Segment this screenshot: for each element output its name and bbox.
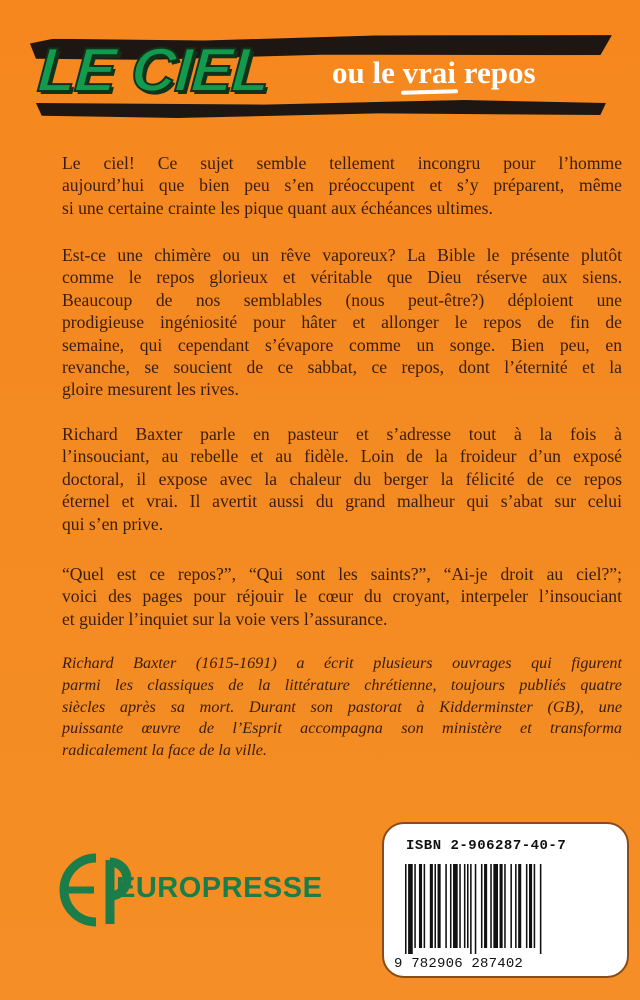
barcode-bar <box>475 864 477 954</box>
subtitle-prefix: ou le <box>332 55 403 90</box>
text-line: Richard Baxter parle en pasteur et s’adresse tout à la fois à <box>62 424 622 444</box>
barcode-bar <box>515 864 517 948</box>
text-line: éternel et vrai. Il avertit aussi du grand malheur qui s’abat sur celui <box>62 491 622 512</box>
text-line: revanche, se soucient de ce sabbat, ce repos, dont l’éternité et la <box>62 357 622 378</box>
book-subtitle <box>332 56 536 90</box>
barcode-bar <box>526 864 528 948</box>
barcode-bar <box>518 864 521 948</box>
barcode-bar <box>504 864 506 948</box>
paragraph-biography <box>62 653 622 762</box>
subtitle-emphasis: vrai <box>402 55 456 90</box>
barcode-bar <box>424 864 426 948</box>
barcode-icon <box>399 864 614 954</box>
text-line: et guider l’inquiet sur la voie vers l’assurance. <box>62 608 388 629</box>
barcode-bar <box>534 864 536 948</box>
isbn-barcode-panel <box>382 822 629 978</box>
barcode-bar <box>405 864 407 954</box>
paragraph-question <box>62 244 622 401</box>
text-line: aujourd’hui que bien peu s’en préoccupent et s’y préparent, même <box>62 175 622 196</box>
book-title: LE CIEL <box>35 36 272 105</box>
barcode-bar <box>445 864 447 948</box>
barcode-bar <box>481 864 483 948</box>
text-line: l’insouciant, au rebelle et au fidèle. Loin de la froideur d’un exposé <box>62 446 622 467</box>
paragraph-intro <box>62 152 622 219</box>
paragraph-questions <box>62 563 622 630</box>
text-line: Beaucoup de nos semblables (nous peut-être?) déploient une <box>62 289 622 310</box>
barcode-bar <box>493 864 498 948</box>
text-line: semaine, qui cependant s’évapore comme un songe. Bien peu, en <box>62 334 622 355</box>
barcode-bar <box>414 864 416 948</box>
barcode-bar <box>419 864 422 948</box>
text-line: qui s’en prive. <box>62 513 164 534</box>
text-line: radicalement la face de la ville. <box>62 741 267 760</box>
barcode-bar <box>459 864 461 948</box>
barcode-bar <box>438 864 441 948</box>
paragraph-author-voice <box>62 423 622 535</box>
barcode-bar <box>470 864 472 954</box>
barcode-bar <box>408 864 413 954</box>
publisher-name: EUROPRESSE <box>116 872 323 904</box>
barcode-bar <box>540 864 542 954</box>
subtitle-suffix: repos <box>456 55 536 90</box>
barcode-bar <box>500 864 503 948</box>
text-line: puissante œuvre de l’Esprit accompagna son ministère et transforma <box>62 719 622 738</box>
barcode-bar <box>453 864 458 948</box>
barcode-bar <box>529 864 532 948</box>
text-line: comme le repos glorieux et véritable que Dieu réserve aux siens. <box>62 267 622 288</box>
barcode-bar <box>467 864 469 948</box>
barcode-bar <box>464 864 466 948</box>
barcode-bar <box>484 864 487 948</box>
text-line: siècles après sa mort. Durant son pastorat à Kidderminster (GB), une <box>62 697 622 716</box>
barcode-digits: 9 782906 287402 <box>394 956 524 972</box>
text-line: doctoral, il expose avec la chaleur du berger la félicité de ce repos <box>62 468 622 489</box>
barcode-bar <box>490 864 492 948</box>
text-line: gloire mesurent les rives. <box>62 379 239 400</box>
text-line: parmi les classiques de la littérature chrétienne, toujours publiés quatre <box>62 675 622 694</box>
barcode-bar <box>450 864 452 948</box>
text-line: Richard Baxter (1615-1691) a écrit plusieurs ouvrages qui figurent <box>62 654 622 672</box>
text-line: Le ciel! Ce sujet semble tellement incongru pour l’homme <box>62 153 622 173</box>
barcode-bar <box>430 864 433 948</box>
barcode-bar <box>434 864 436 948</box>
text-line: “Quel est ce repos?”, “Qui sont les saints?”, “Ai-je droit au ciel?”; <box>62 564 622 584</box>
text-line: si une certaine crainte les pique quant aux échéances ultimes. <box>62 197 493 218</box>
text-line: Est-ce une chimère ou un rêve vaporeux? La Bible le présente plutôt <box>62 245 622 265</box>
text-line: prodigieuse ingéniosité pour hâter et allonger le repos de fin de <box>62 312 622 333</box>
text-line: voici des pages pour réjouir le cœur du croyant, interpeler l’insouciant <box>62 586 622 607</box>
barcode-bar <box>510 864 512 948</box>
isbn-label: ISBN 2-906287-40-7 <box>406 838 567 854</box>
